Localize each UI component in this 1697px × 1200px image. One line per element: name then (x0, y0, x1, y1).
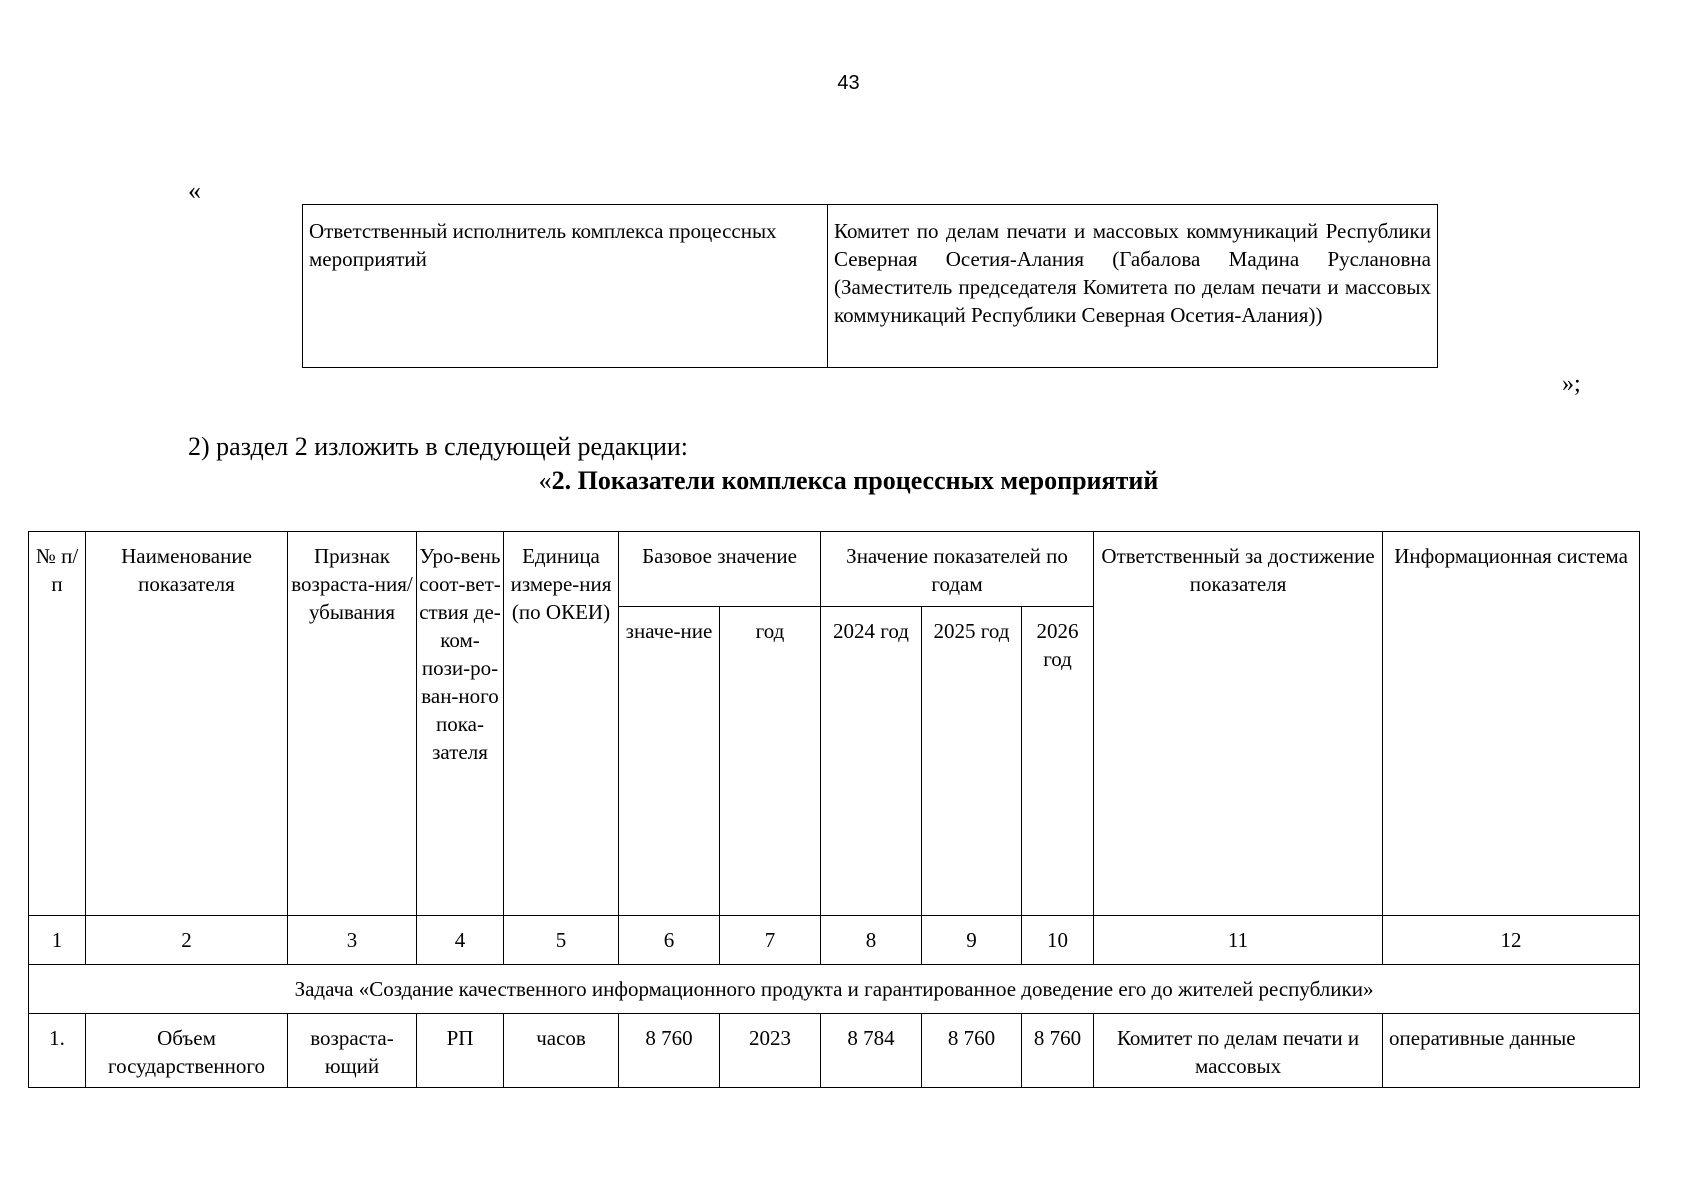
header-row-1 (29, 532, 1640, 607)
column-number: 10 (1022, 916, 1094, 965)
header-info-system: Информационная система (1383, 532, 1640, 916)
column-number: 9 (922, 916, 1022, 965)
header-base-value: значе-ние (619, 607, 720, 916)
row-info-system: оперативные данные (1383, 1014, 1640, 1088)
section-title-quote: « (538, 466, 552, 495)
row-value-2026: 8 760 (1022, 1014, 1094, 1088)
row-responsible: Комитет по делам печати и массовых (1094, 1014, 1383, 1088)
section-title (0, 466, 1697, 496)
header-year-2025: 2025 год (922, 607, 1022, 916)
responsible-executor-label: Ответственный исполнитель комплекса процессных мероприятий (303, 205, 828, 368)
column-number: 6 (619, 916, 720, 965)
column-number: 2 (86, 916, 288, 965)
header-unit: Единица измере-ния (по ОКЕИ) (504, 532, 619, 916)
row-name: Объем государственного (86, 1014, 288, 1088)
column-number: 1 (29, 916, 86, 965)
row-base-year: 2023 (720, 1014, 821, 1088)
column-number: 3 (288, 916, 417, 965)
column-number: 11 (1094, 916, 1383, 965)
header-num: № п/п (29, 532, 86, 916)
responsible-executor-value: Комитет по делам печати и массовых коммуникаций Республики Северная Осетия-Алания (Габалова Мадина Руслановна (Заместитель председателя Комитета по делам печати и массовых коммуникаций Республики Северная Осетия-Алания)) (828, 205, 1438, 368)
opening-quote: « (188, 176, 201, 205)
column-number: 5 (504, 916, 619, 965)
column-number: 7 (720, 916, 821, 965)
task-row (29, 965, 1640, 1014)
header-base-year: год (720, 607, 821, 916)
table-row (29, 1014, 1640, 1088)
column-number: 12 (1383, 916, 1640, 965)
row-level: РП (417, 1014, 504, 1088)
instruction-text: 2) раздел 2 изложить в следующей редакции: (188, 432, 689, 461)
closing-quote: »; (1562, 371, 1581, 397)
header-responsible: Ответственный за достижение показателя (1094, 532, 1383, 916)
responsible-executor-table (302, 204, 1438, 368)
header-level: Уро-вень соот-вет-ствия де-ком-пози-ро-ван-ного пока-зателя (417, 532, 504, 916)
row-unit: часов (504, 1014, 619, 1088)
task-title: Задача «Создание качественного информационного продукта и гарантированное доведение его до жителей республики» (29, 965, 1640, 1014)
header-base: Базовое значение (619, 532, 821, 607)
indicators-table (28, 531, 1640, 1088)
header-name: Наименование показателя (86, 532, 288, 916)
row-value-2025: 8 760 (922, 1014, 1022, 1088)
header-year-2024: 2024 год (821, 607, 922, 916)
header-years-group: Значение показателей по годам (821, 532, 1094, 607)
column-number: 8 (821, 916, 922, 965)
header-sign: Признак возраста-ния/ убывания (288, 532, 417, 916)
page-number: 43 (837, 72, 860, 94)
row-value-2024: 8 784 (821, 1014, 922, 1088)
header-year-2026: 2026 год (1022, 607, 1094, 916)
row-sign: возраста-ющий (288, 1014, 417, 1088)
column-numbers-row (29, 916, 1640, 965)
row-base-value: 8 760 (619, 1014, 720, 1088)
responsible-executor-row (303, 205, 1438, 368)
row-num: 1. (29, 1014, 86, 1088)
column-number: 4 (417, 916, 504, 965)
section-title-text: 2. Показатели комплекса процессных мероприятий (551, 466, 1159, 495)
